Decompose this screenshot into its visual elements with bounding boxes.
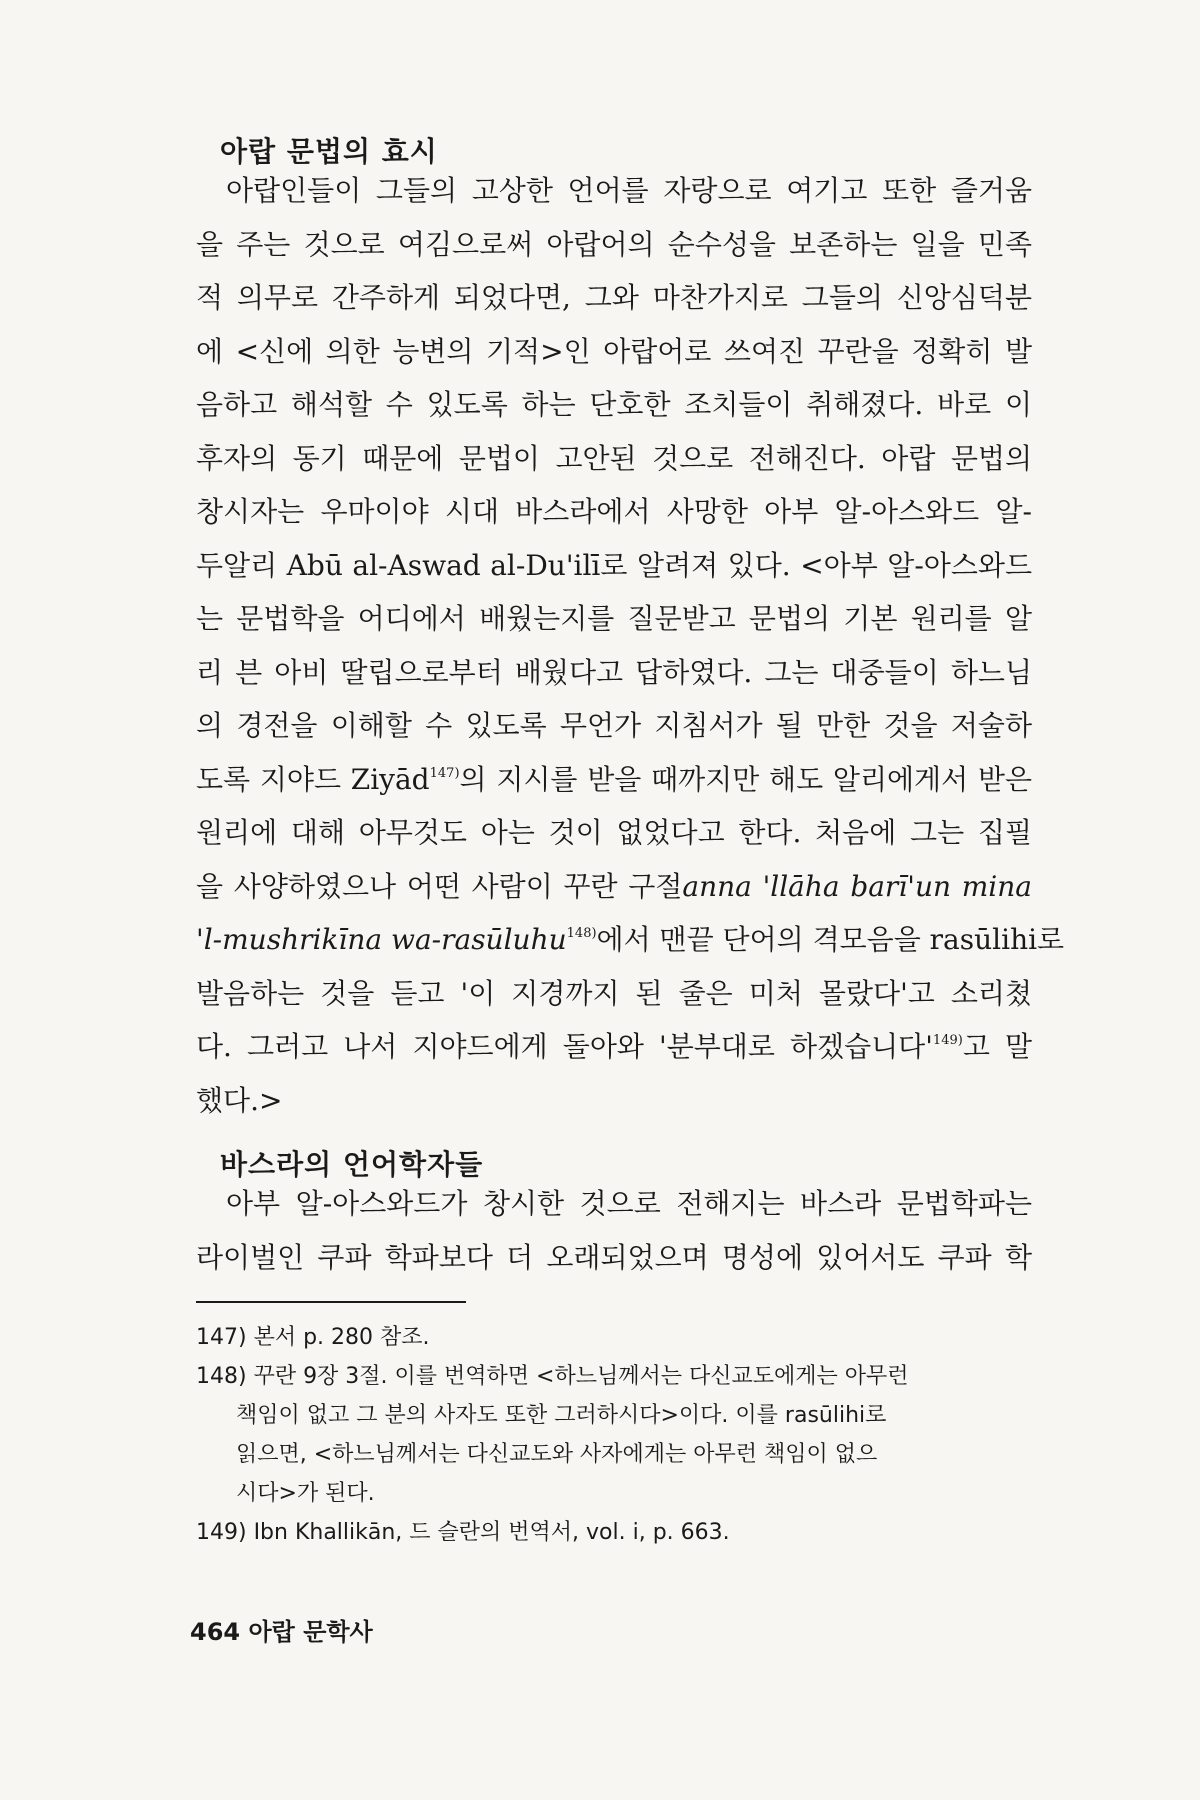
- footnote-148-cont: 시다>가 된다.: [236, 1481, 375, 1506]
- body-line: 원리에 대해 아무것도 아는 것이 없었다고 한다. 처음에 그는 집필: [196, 816, 1032, 849]
- body-line: 는 문법학을 어디에서 배웠는지를 질문받고 문법의 기본 원리를 알: [196, 602, 1032, 635]
- section-heading-arab-grammar-origin: 아랍 문법의 효시: [220, 135, 438, 168]
- body-line: 리 븐 아비 딸립으로부터 배웠다고 답하였다. 그는 대중들이 하느님: [196, 655, 1032, 689]
- page-footer: [190, 1612, 373, 1647]
- footnote-ref-147: 147): [429, 765, 460, 781]
- body-text: 을 사양하였으나 어떤 사람이 꾸란 구절: [196, 869, 683, 903]
- body-line: [196, 913, 1065, 967]
- footnote-ref-148: 148): [566, 926, 597, 941]
- body-text: 고 말: [962, 1030, 1032, 1063]
- body-line: 후자의 동기 때문에 문법이 고안된 것으로 전해진다. 아랍 문법의: [196, 441, 1032, 475]
- page-number: 464: [190, 1618, 241, 1646]
- body-line: 음하고 해석할 수 있도록 하는 단호한 조치들이 취해졌다. 바로 이: [196, 388, 1032, 421]
- footnote-149: 149) Ibn Khallikān, 드 슬란의 번역서, vol. i, p. 663.: [196, 1520, 730, 1545]
- body-text: 의 지시를 받을 때까지만 해도 알리에게서 받은: [459, 762, 1032, 796]
- body-line: [196, 753, 1032, 807]
- body-line: 발음하는 것을 듣고 '이 지경까지 된 줄은 미처 몰랐다'고 소리쳤: [196, 976, 1032, 1010]
- quran-verse-italic: 'l-mushrikīna wa-rasūluhu: [196, 923, 567, 956]
- body-line: 두알리 Abū al-Aswad al-Du'ilī로 알려져 있다. <아부 알-아스와드: [196, 548, 1032, 582]
- book-title: 아랍 문학사: [248, 1618, 373, 1646]
- footnote-147: 147) 본서 p. 280 참조.: [196, 1325, 430, 1350]
- body-line: 을 주는 것으로 여김으로써 아랍어의 순수성을 보존하는 일을 민족: [196, 227, 1032, 261]
- body-line: 에 <신에 의한 능변의 기적>인 아랍어로 쓰여진 꾸란을 정확히 발: [196, 334, 1032, 368]
- footnote-ref-149: 149): [932, 1033, 963, 1048]
- footnotes: [196, 1318, 1032, 1552]
- section1-body: [196, 164, 1065, 1127]
- body-text: 에서 맨끝 단어의 격모음을 rasūlihi로: [596, 923, 1065, 956]
- body-line: [196, 1020, 1032, 1074]
- body-line: 아랍인들이 그들의 고상한 언어를 자랑으로 여기고 또한 즐거움: [226, 174, 1032, 207]
- footnote-148-cont: 책임이 없고 그 분의 사자도 또한 그러하시다>이다. 이를 rasūlihi로: [236, 1403, 887, 1428]
- body-text: 도록 지야드 Ziyād: [196, 762, 430, 796]
- body-text: 다. 그러고 나서 지야드에게 돌아와 '분부대로 하겠습니다': [196, 1030, 933, 1063]
- section2-body: [196, 1177, 1032, 1284]
- body-line: 아부 알-아스와드가 창시한 것으로 전해지는 바스라 문법학파는: [226, 1187, 1032, 1220]
- section-heading-basra-linguists: 바스라의 언어학자들: [220, 1148, 484, 1181]
- body-line: [196, 860, 1032, 914]
- body-line: 했다.>: [196, 1083, 283, 1117]
- quran-verse-italic: anna 'llāha barī'un mina: [682, 869, 1032, 903]
- footnote-divider: [196, 1301, 466, 1303]
- footnote-148: 148) 꾸란 9장 3절. 이를 번역하면 <하느님께서는 다신교도에게는 아무런: [196, 1364, 909, 1389]
- body-line: 라이벌인 쿠파 학파보다 더 오래되었으며 명성에 있어서도 쿠파 학: [196, 1240, 1032, 1274]
- body-line: 적 의무로 간주하게 되었다면, 그와 마찬가지로 그들의 신앙심덕분: [196, 281, 1032, 314]
- body-line: 의 경전을 이해할 수 있도록 무언가 지침서가 될 만한 것을 저술하: [196, 709, 1032, 742]
- body-line: 창시자는 우마이야 시대 바스라에서 사망한 아부 알-아스와드 알-: [196, 495, 1032, 528]
- footnote-148-cont: 읽으면, <하느님께서는 다신교도와 사자에게는 아무런 책임이 없으: [236, 1442, 878, 1467]
